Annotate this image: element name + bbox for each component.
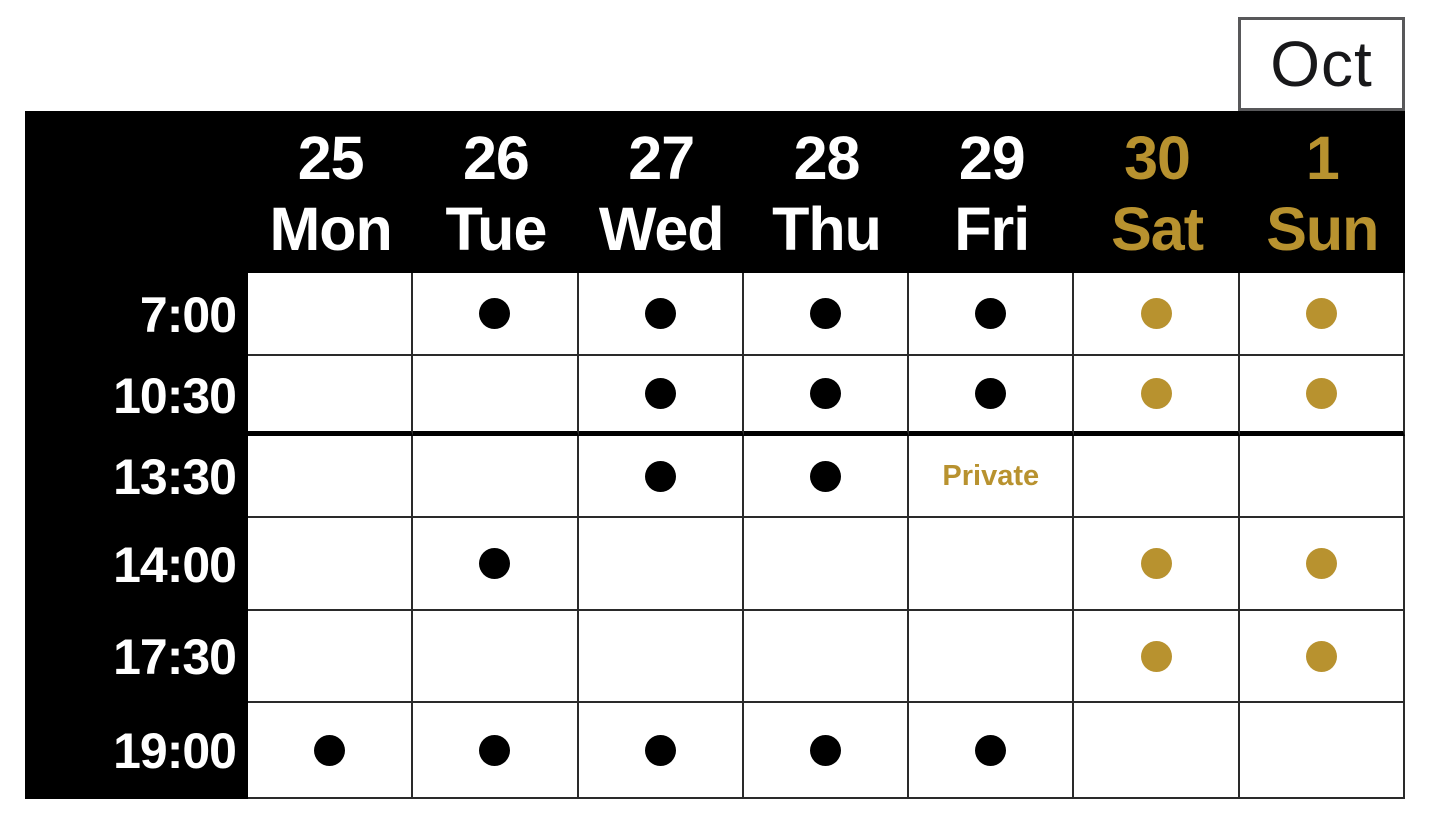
schedule-cell [1074, 356, 1239, 436]
schedule-cell [248, 703, 413, 799]
day-date: 1 [1305, 124, 1339, 193]
availability-dot [645, 378, 676, 409]
day-header-tue [413, 111, 578, 273]
availability-dot [1141, 641, 1172, 672]
schedule-cell [744, 518, 909, 611]
time-label: 17:30 [25, 611, 248, 703]
schedule-cell [1240, 273, 1405, 356]
month-badge [1238, 17, 1405, 111]
day-header-thu [744, 111, 909, 273]
availability-dot [1141, 548, 1172, 579]
availability-dot [810, 298, 841, 329]
schedule-cell [744, 611, 909, 703]
day-date: 25 [297, 124, 364, 193]
time-label: 7:00 [25, 273, 248, 356]
availability-dot [810, 735, 841, 766]
availability-dot [1306, 641, 1337, 672]
availability-dot [975, 298, 1006, 329]
schedule-cell [744, 703, 909, 799]
availability-dot [1306, 298, 1337, 329]
day-header-mon [248, 111, 413, 273]
schedule-cell [909, 436, 1074, 518]
schedule-cell [1074, 518, 1239, 611]
time-label: 14:00 [25, 518, 248, 611]
schedule-cell [413, 518, 578, 611]
day-name: Mon [269, 195, 392, 263]
availability-dot [314, 735, 345, 766]
schedule-cell [909, 356, 1074, 436]
day-name: Thu [772, 195, 881, 263]
availability-dot [479, 735, 510, 766]
availability-dot [645, 735, 676, 766]
time-label: 10:30 [25, 356, 248, 436]
schedule-cell [248, 611, 413, 703]
schedule-cell [579, 518, 744, 611]
day-date: 28 [793, 124, 860, 193]
day-name: Sun [1266, 195, 1379, 263]
day-header-fri [909, 111, 1074, 273]
schedule-cell [248, 518, 413, 611]
day-date: 29 [958, 124, 1025, 193]
schedule-cell [248, 273, 413, 356]
schedule-cell [909, 273, 1074, 356]
schedule-cell [413, 356, 578, 436]
schedule-cell [248, 356, 413, 436]
availability-dot [975, 735, 1006, 766]
availability-dot [645, 461, 676, 492]
schedule-cell [579, 611, 744, 703]
day-header-sun [1240, 111, 1405, 273]
availability-dot [810, 378, 841, 409]
schedule-cell [413, 703, 578, 799]
schedule-cell [744, 356, 909, 436]
schedule-cell [1240, 436, 1405, 518]
schedule-cell [579, 703, 744, 799]
schedule-cell [579, 436, 744, 518]
schedule-cell [1240, 356, 1405, 436]
schedule-cell [1074, 273, 1239, 356]
day-name: Wed [598, 195, 724, 263]
schedule-cell [909, 703, 1074, 799]
schedule-cell [744, 273, 909, 356]
schedule-cell [909, 611, 1074, 703]
availability-dot [810, 461, 841, 492]
day-header-wed [579, 111, 744, 273]
day-name: Sat [1111, 195, 1204, 263]
schedule-cell [1240, 703, 1405, 799]
availability-dot [1141, 298, 1172, 329]
schedule-table [25, 111, 1405, 799]
schedule-cell [1074, 436, 1239, 518]
schedule-cell [248, 436, 413, 518]
availability-dot [1306, 548, 1337, 579]
table-corner [25, 111, 248, 273]
month-label: Oct [1270, 28, 1373, 100]
time-label: 19:00 [25, 703, 248, 799]
schedule-cell [579, 273, 744, 356]
schedule-cell [909, 518, 1074, 611]
day-header-sat [1074, 111, 1239, 273]
day-date: 27 [628, 124, 695, 193]
schedule-cell [413, 273, 578, 356]
schedule-cell [1240, 518, 1405, 611]
schedule-cell [413, 611, 578, 703]
private-label: Private [942, 459, 1040, 492]
schedule-cell [744, 436, 909, 518]
day-date: 30 [1124, 124, 1190, 193]
schedule-cell [1074, 611, 1239, 703]
availability-dot [1306, 378, 1337, 409]
availability-dot [479, 298, 510, 329]
availability-dot [1141, 378, 1172, 409]
availability-dot [645, 298, 676, 329]
schedule-cell [579, 356, 744, 436]
availability-dot [975, 378, 1006, 409]
availability-dot [479, 548, 510, 579]
time-label: 13:30 [25, 436, 248, 518]
day-name: Fri [954, 195, 1030, 263]
day-name: Tue [445, 195, 547, 263]
schedule-cell [1074, 703, 1239, 799]
schedule-cell [1240, 611, 1405, 703]
schedule-cell [413, 436, 578, 518]
day-date: 26 [462, 124, 529, 193]
